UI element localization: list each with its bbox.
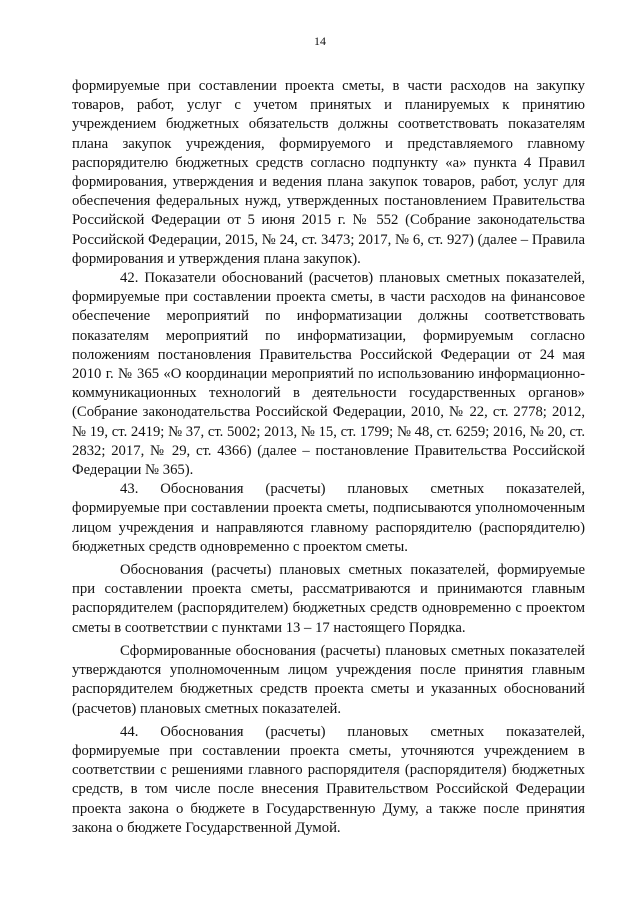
- document-body: [72, 77, 585, 838]
- paragraph-42: 42. Показатели обоснований (расчетов) плановых сметных показателей, формируемые при составлении проекта сметы, в части расходов на финансовое обеспечение мероприятий по информатизации должны соответствовать показателям мероприятий по информатизации, формируемым согласно положениям постановления Правительства Российской Федерации от 24 мая 2010 г. № 365 «О координации мероприятий по использованию информационно-коммуникационных технологий в деятельности государственных органов» (Собрание законодательства Российской Федерации, 2010, № 22, ст. 2778; 2012, № 19, ст. 2419; № 37, ст. 5002; 2013, № 15, ст. 1799; № 48, ст. 6259; 2016, № 20, ст. 2832; 2017, № 29, ст. 4366) (далее – постановление Правительства Российской Федерации № 365).: [72, 270, 585, 479]
- paragraph-44: 44. Обоснования (расчеты) плановых сметных показателей, формируемые при составлении проекта сметы, уточняются учреждением в соответствии с решениями главного распорядителя (распорядителя) бюджетных средств, в том числе после внесения Правительством Российской Федерации проекта закона о бюджете в Государственную Думу, а также после принятия закона о бюджете Государственной Думой.: [72, 723, 585, 836]
- paragraph-43-approval: Сформированные обоснования (расчеты) плановых сметных показателей утверждаются уполномоченным лицом учреждения после принятия главным распорядителем бюджетных средств проекта сметы и указанных обоснований (расчетов) плановых сметных показателей.: [72, 642, 585, 717]
- paragraph-43-review: Обоснования (расчеты) плановых сметных показателей, формируемые при составлении проекта сметы, рассматриваются и принимаются главным распорядителем (распорядителем) бюджетных средств одновременно с проектом сметы в соответствии с пунктами 13 – 17 настоящего Порядка.: [72, 562, 585, 636]
- paragraph-continuation: формируемые при составлении проекта сметы, в части расходов на закупку товаров, работ, услуг с учетом принятых и планируемых к принятию учреждением бюджетных обязательств должны соответствовать показателям плана закупок учреждения, формируемого и представляемого главному распорядителю бюджетных средств согласно подпункту «а» пункта 4 Правил формирования, утверждения и ведения плана закупок товаров, работ, услуг для обеспечения федеральных нужд, утвержденных постановлением Правительства Российской Федерации от 5 июня 2015 г. № 552 (Собрание законодательства Российской Федерации, 2015, № 24, ст. 3473; 2017, № 6, ст. 927) (далее – Правила формирования и утверждения плана закупок).: [72, 78, 585, 267]
- page-number: 14: [314, 34, 326, 48]
- paragraph-43: 43. Обоснования (расчеты) плановых сметных показателей, формируемые при составлении проекта сметы, подписываются уполномоченным лицом учреждения и направляются главному распорядителю (распорядителю) бюджетных средств одновременно с проектом сметы.: [72, 481, 585, 555]
